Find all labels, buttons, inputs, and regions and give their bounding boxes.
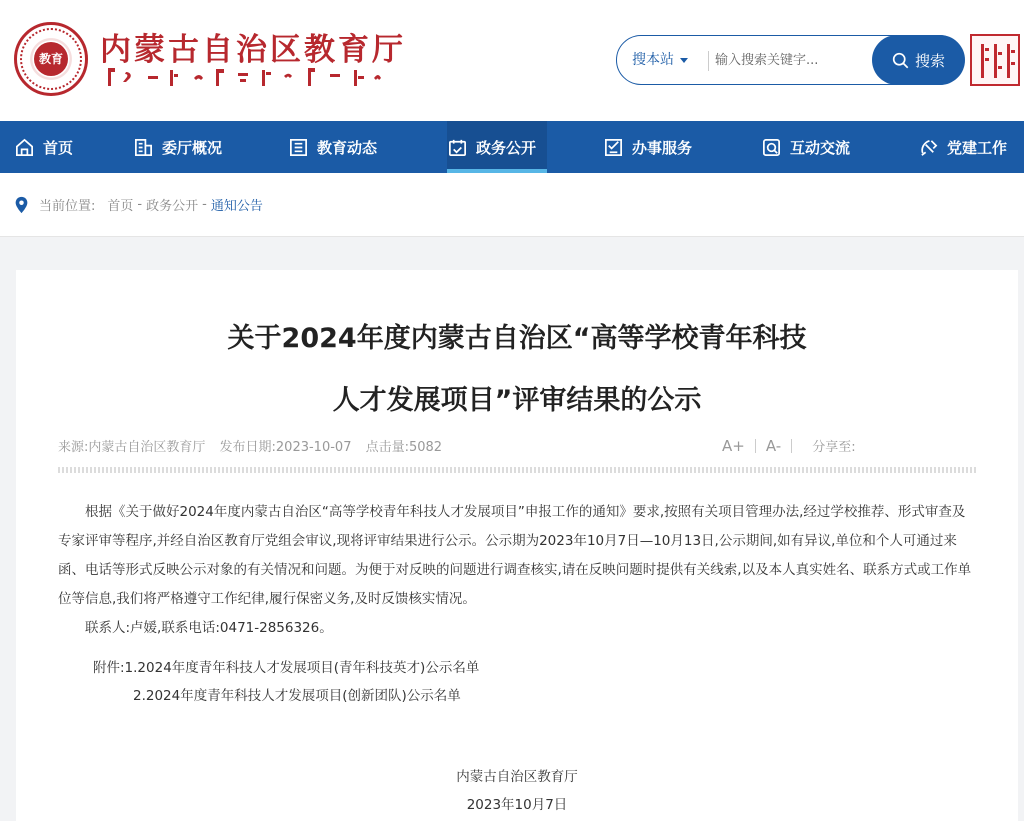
seal-text: 教育	[34, 42, 68, 76]
nav-label: 首页	[43, 138, 74, 157]
search-scope-label: 搜本站	[632, 52, 674, 68]
search-divider	[708, 51, 709, 71]
site-title[interactable]: 内蒙古自治区教育厅	[100, 32, 406, 68]
breadcrumb-open-affairs-link[interactable]: 政务公开	[146, 199, 199, 214]
font-decrease-button[interactable]: A-	[765, 436, 782, 455]
sign-date: 2023年10月7日	[466, 797, 568, 813]
nav-item-interaction[interactable]	[761, 121, 850, 173]
breadcrumb-notice-link[interactable]: 通知公告	[210, 199, 263, 214]
breadcrumb-home-link[interactable]: 首页	[107, 199, 134, 214]
breadcrumb-prefix: 当前位置:	[39, 199, 96, 214]
article-meta	[58, 436, 452, 455]
search-box	[616, 35, 964, 85]
nav-item-education-news[interactable]	[288, 121, 377, 173]
search-button[interactable]	[872, 35, 965, 85]
attachment-link-1[interactable]: 附件:1.2024年度青年科技人才发展项目(青年科技英才)公示名单	[93, 660, 480, 676]
news-list-icon	[288, 137, 309, 158]
party-emblem-icon	[918, 137, 939, 158]
search-input[interactable]	[715, 45, 865, 75]
search-button-label: 搜索	[914, 51, 945, 70]
nav-item-home[interactable]	[14, 121, 73, 173]
nav-label: 办事服务	[632, 138, 693, 157]
article-date: 发布日期:2023-10-07	[219, 440, 352, 455]
nav-label: 教育动态	[317, 138, 378, 157]
interaction-icon	[761, 137, 782, 158]
nav-item-overview[interactable]	[133, 121, 222, 173]
meta-divider	[58, 467, 976, 473]
mongolian-version-link[interactable]	[970, 34, 1020, 86]
article-views: 点击量:5082	[365, 440, 443, 455]
mongolian-stamp-icon	[975, 40, 1019, 84]
service-icon	[603, 137, 624, 158]
share-label: 分享至:	[812, 440, 856, 455]
mongolian-script-logo-icon	[104, 64, 384, 90]
caret-down-icon	[680, 58, 688, 63]
article-source: 来源:内蒙古自治区教育厅	[58, 440, 206, 455]
home-icon	[14, 137, 35, 158]
article-panel	[16, 270, 1018, 821]
signer: 内蒙古自治区教育厅	[456, 769, 578, 785]
tools-divider	[755, 439, 756, 453]
breadcrumb-bar	[0, 173, 1024, 237]
location-pin-icon	[14, 196, 29, 214]
article-contact: 联系人:卢媛,联系电话:0471-2856326。	[85, 620, 333, 636]
site-header	[0, 0, 1024, 121]
building-icon	[133, 137, 154, 158]
logo-seal-icon[interactable]	[14, 22, 88, 96]
article-signature	[16, 763, 1018, 819]
search-scope-dropdown[interactable]	[632, 36, 688, 84]
breadcrumb-separator: -	[202, 197, 207, 212]
nav-label: 互动交流	[790, 138, 851, 157]
nav-label: 委厅概况	[162, 138, 223, 157]
article-title	[16, 308, 1018, 432]
breadcrumb-separator: -	[137, 197, 143, 212]
nav-label: 政务公开	[476, 138, 537, 157]
breadcrumb	[14, 195, 263, 214]
open-affairs-icon	[447, 137, 468, 158]
attachments	[58, 654, 976, 710]
tools-divider	[791, 439, 792, 453]
nav-item-party-building[interactable]	[918, 121, 1007, 173]
nav-label: 党建工作	[947, 138, 1008, 157]
main-nav	[0, 121, 1024, 173]
font-increase-button[interactable]: A+	[722, 436, 745, 455]
article-title-line1: 关于2024年度内蒙古自治区“高等学校青年科技	[227, 323, 807, 354]
article-paragraph: 根据《关于做好2024年度内蒙古自治区“高等学校青年科技人才发展项目”申报工作的通知》要求,按照有关项目管理办法,经过学校推荐、形式审查及专家评审等程序,并经自治区教育厅党组会审议,现将评审结果进行公示。公示期为2023年10月7日—10月13日,公示期间,如有异议,单位和个人可通过来函、电话等形式反映公示对象的有关情况和问题。为便于对反映的问题进行调查核实,请在反映问题时提供有关线索,以及本人真实姓名、联系方式或工作单位等信息,我们将严格遵守工作纪律,履行保密义务,及时反馈核实情况。	[58, 504, 972, 607]
search-icon	[892, 52, 909, 69]
article-tools	[722, 436, 856, 455]
article-title-line2: 人才发展项目”评审结果的公示	[332, 385, 702, 416]
nav-item-open-affairs[interactable]	[447, 121, 547, 173]
nav-item-services[interactable]	[603, 121, 692, 173]
attachment-link-2[interactable]: 2.2024年度青年科技人才发展项目(创新团队)公示名单	[133, 688, 461, 704]
article-body	[58, 498, 976, 643]
